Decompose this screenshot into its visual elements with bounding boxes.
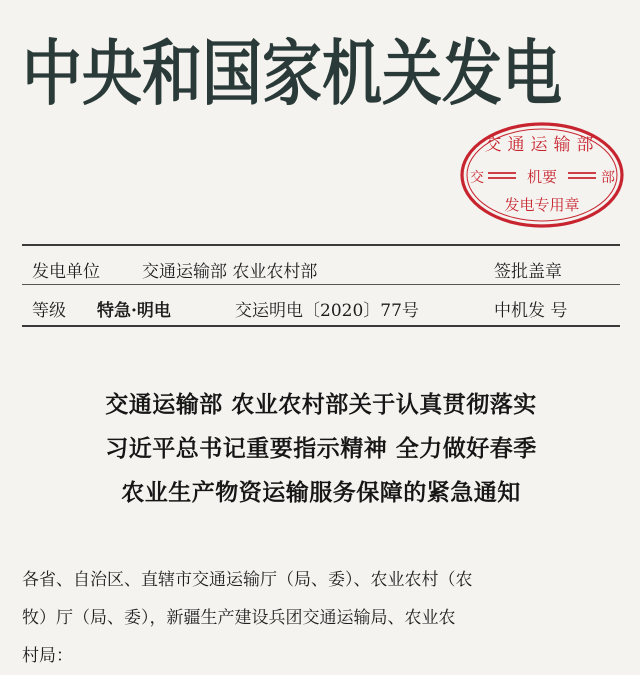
addressee-line: 各省、自治区、直辖市交通运输厅（局、委）、农业农村（农 [22,570,473,590]
stamp-middle-text: 机要 [526,168,558,186]
header-rule-top [22,244,620,246]
document-header-title: 中央和国家机关发电 [22,33,562,116]
issuer-code: 中机发 号 [494,301,568,321]
notice-title [22,383,620,515]
addressee-line: 村局： [22,646,73,666]
addressee-line: 牧）厅（局、委），新疆生产建设兵团交通运输局、农业农 [22,608,456,628]
level-value: 特急·明电 [97,301,171,321]
notice-title-line: 交通运输部 农业农村部关于认真贯彻落实 [105,391,537,418]
level-label: 等级 [32,301,66,321]
stamp-left-char: 交 [470,170,484,186]
sender-label: 发电单位 [32,262,100,282]
stamp-top-text: 交通运输部 [484,135,600,155]
stamp-bottom-text: 发电专用章 [504,196,580,214]
addressee-paragraph [22,561,624,675]
header-rule-bottom [22,325,620,327]
sign-seal-label: 签批盖章 [494,262,562,282]
notice-title-line: 习近平总书记重要指示精神 全力做好春季 [105,435,537,462]
document-number: 交运明电〔2020〕77号 [235,301,419,321]
stamp-right-char: 部 [601,170,615,186]
sender-value: 交通运输部 农业农村部 [142,262,318,282]
header-rule-middle [22,284,620,285]
notice-title-line: 农业生产物资运输服务保障的紧急通知 [121,479,521,506]
official-seal-stamp [458,120,626,230]
